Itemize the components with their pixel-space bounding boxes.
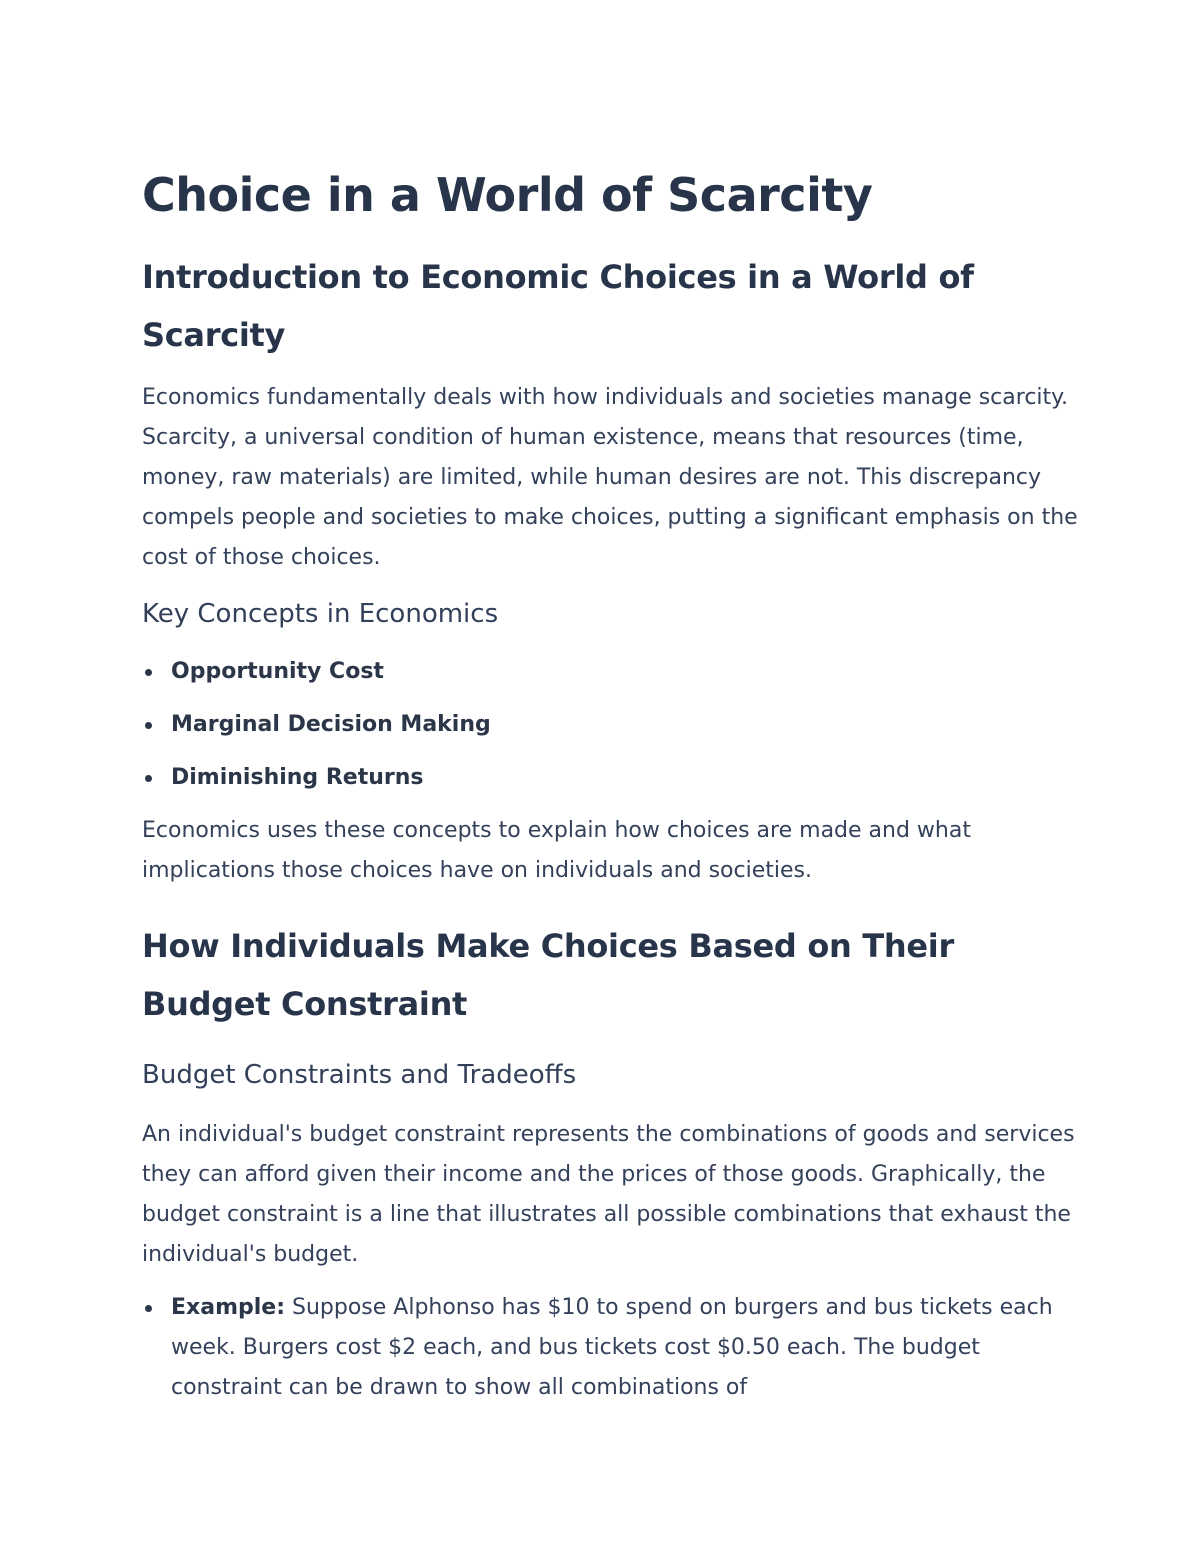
list-item: Marginal Decision Making xyxy=(142,705,1082,745)
budget-paragraph: An individual's budget constraint represents the combinations of goods and services they can afford given their income and the prices of those goods. Graphically, the budget constraint is a line that illustrates all possible combinations that exhaust the individual's budget. xyxy=(142,1122,1075,1267)
subheading-key-concepts: Key Concepts in Economics xyxy=(142,599,499,629)
document-page xyxy=(142,160,1082,1408)
list-item: Diminishing Returns xyxy=(142,758,1082,798)
key-concepts-list xyxy=(142,652,1082,798)
example-label: Example: xyxy=(171,1295,285,1320)
page-title: Choice in a World of Scarcity xyxy=(142,168,873,222)
intro-paragraph: Economics fundamentally deals with how individuals and societies manage scarcity. Scarcity, a universal condition of human existence, means that resources (time, money, raw materials) are limited, while human desires are not. This discrepancy compels people and societies to make choices, putting a significant emphasis on the cost of those choices. xyxy=(142,385,1078,570)
section-heading-intro: Introduction to Economic Choices in a World of Scarcity xyxy=(142,258,974,354)
list-item xyxy=(142,1288,1082,1408)
subheading-budget-constraints: Budget Constraints and Tradeoffs xyxy=(142,1060,577,1090)
example-text: Suppose Alphonso has $10 to spend on burgers and bus tickets each week. Burgers cost $2 each, and bus tickets cost $0.50 each. The budget constraint can be drawn to show all combinations of xyxy=(171,1295,1053,1400)
list-item: Opportunity Cost xyxy=(142,652,1082,692)
example-list xyxy=(142,1288,1082,1408)
section-heading-budget: How Individuals Make Choices Based on Their Budget Constraint xyxy=(142,927,954,1023)
concepts-closing-paragraph: Economics uses these concepts to explain how choices are made and what implications those choices have on individuals and societies. xyxy=(142,818,971,883)
